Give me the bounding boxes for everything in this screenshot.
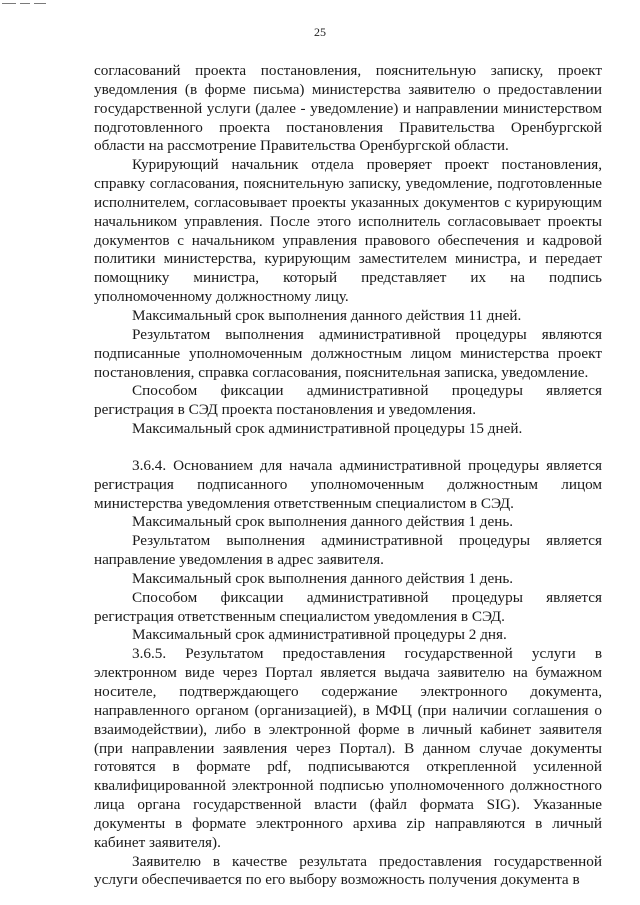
paragraph-gap: [94, 439, 602, 457]
paragraph: Результатом выполнения административной процедуры является направление уведомления в адрес заявителя.: [94, 532, 602, 569]
paragraph: Способом фиксации административной процедуры является регистрация ответственным специалистом уведомления в СЭД.: [94, 588, 602, 625]
paragraph: Курирующий начальник отдела проверяет проект постановления, справку согласования, пояснительную записку, уведомление, подготовленные исполнителем, согласовывает проекты указанных документов с курирующим начальником управления. После этого исполнитель согласовывает проекты документов с начальником управления правового обеспечения и кадровой политики министерства, курирующим заместителем министра, и передает помощнику министра, который представляет их на подпись уполномоченному должностному лицу.: [94, 156, 602, 306]
paragraph: Максимальный срок выполнения данного действия 1 день.: [132, 513, 514, 531]
paragraph: Максимальный срок административной процедуры 15 дней.: [132, 420, 523, 438]
paragraph: Максимальный срок выполнения данного действия 11 дней.: [132, 306, 522, 324]
section-paragraph-3-6-5: 3.6.5. Результатом предоставления государственной услуги в электронном виде через Портал является выдача заявителю на бумажном носителе, подтверждающего содержание электронного документа, направленного органом (организацией), в МФЦ (при наличии соглашения о взаимодействии), либо в электронной форме в личный кабинет заявителя (при направлении заявления через Портал). В данном случае документы готовятся в формате pdf, подписываются открепленной усиленной квалифицированной электронной подписью уполномоченного должностного лица органа государственной власти (файл формата SIG). Указанные документы в формате электронного архива zip направляются в личный кабинет заявителя).: [94, 645, 602, 851]
paragraph: Способом фиксации административной процедуры является регистрация в СЭД проекта постановления и уведомления.: [94, 382, 602, 419]
section-paragraph-3-6-4: 3.6.4. Основанием для начала административной процедуры является регистрация подписанного уполномоченным должностным лицом министерства уведомления ответственным специалистом в СЭД.: [94, 456, 602, 512]
document-body: [94, 62, 602, 890]
page-number: 25: [314, 25, 326, 39]
paragraph: Заявителю в качестве результата предоставления государственной услуги обеспечивается по его выбору возможность получения документа в: [94, 852, 602, 889]
paragraph: согласований проекта постановления, пояснительную записку, проект уведомления (в форме письма) министерства заявителю о предоставлении государственной услуги (далее - уведомление) и направлении министерством подготовленного проекта постановления Правительства Оренбургской области на рассмотрение Правительства Оренбургской области.: [94, 62, 602, 155]
paragraph: Результатом выполнения административной процедуры являются подписанные уполномоченным должностным лицом министерства проект постановления, справка согласования, пояснительная записка, уведомление.: [94, 325, 602, 381]
paragraph: Максимальный срок административной процедуры 2 дня.: [132, 626, 507, 644]
paragraph: Максимальный срок выполнения данного действия 1 день.: [132, 569, 514, 587]
scan-corner-marks: [0, 3, 48, 5]
